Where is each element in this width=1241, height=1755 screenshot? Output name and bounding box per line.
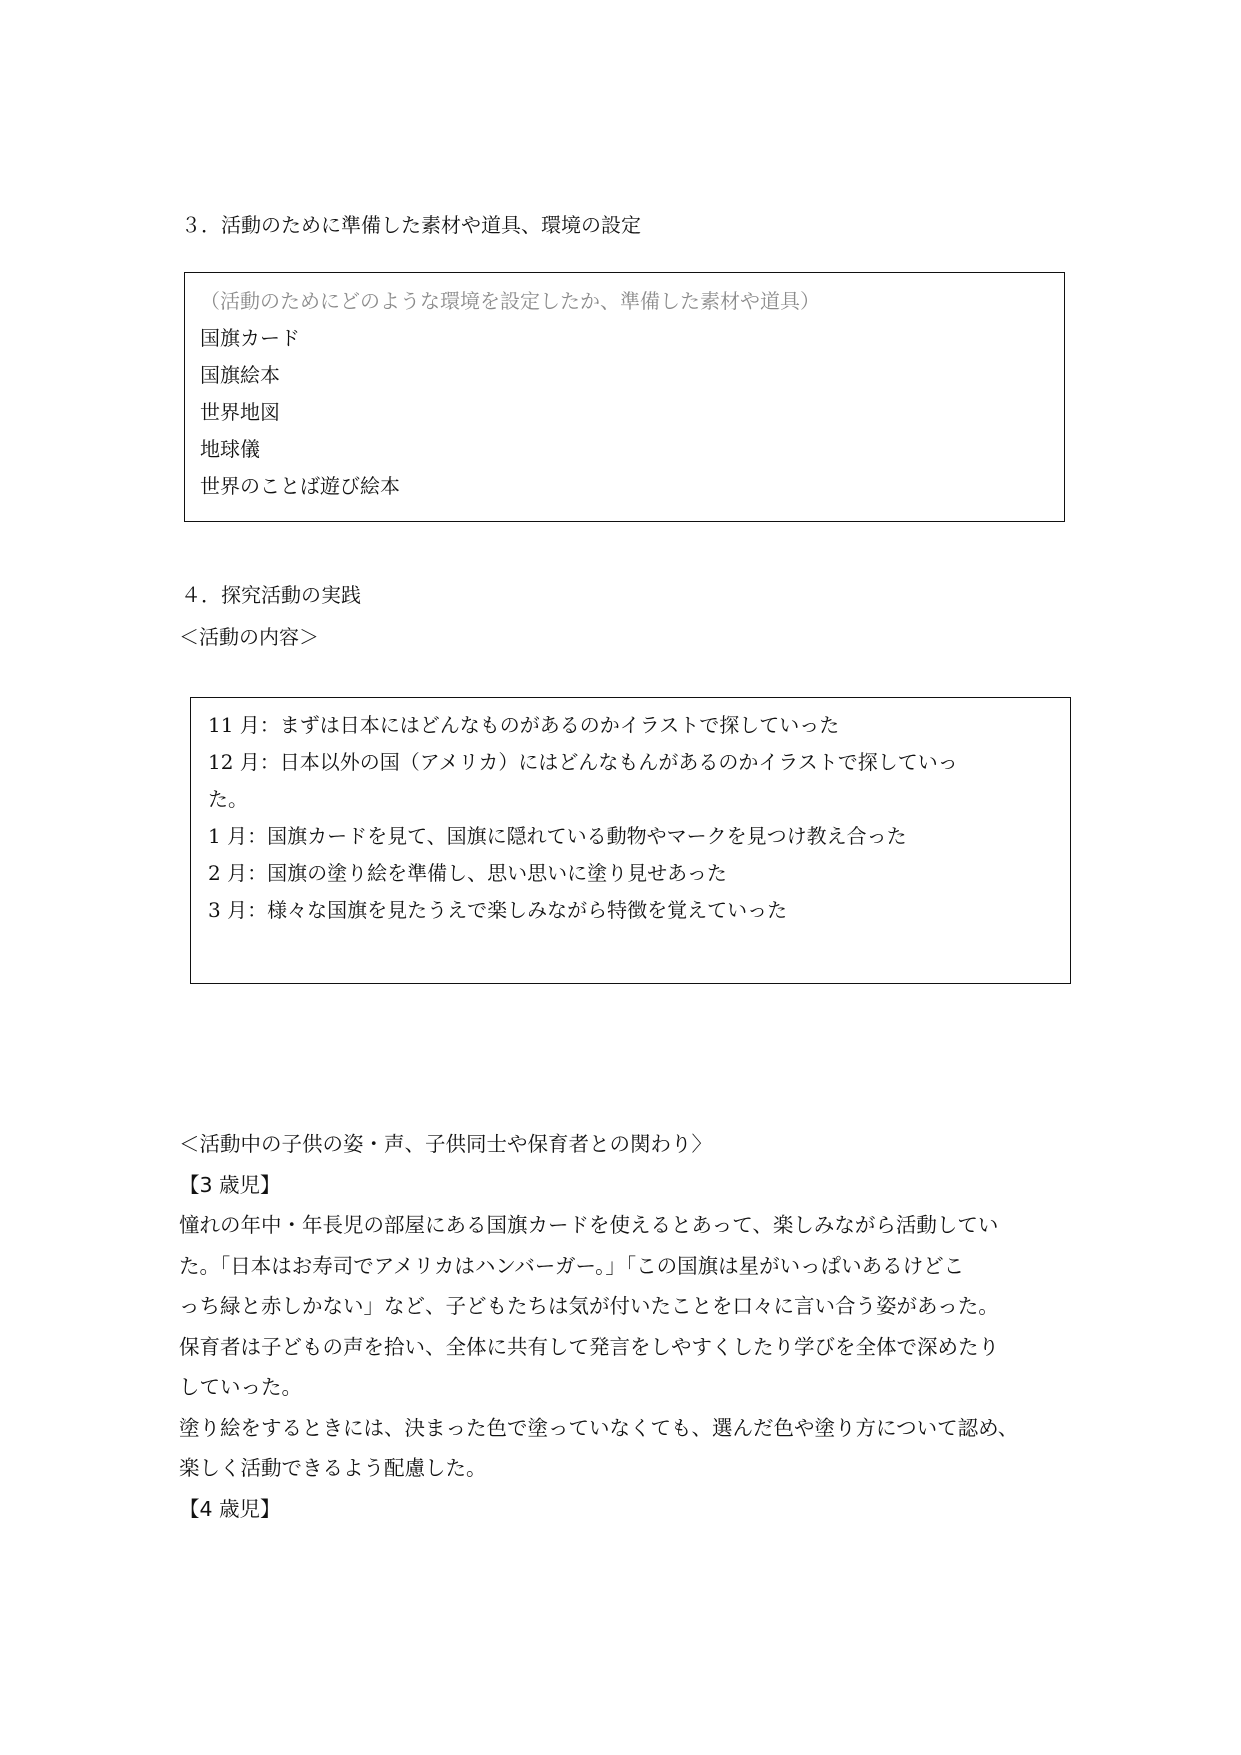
activity-line: た。 (208, 787, 248, 811)
age-3-text-line: していった。 (179, 1375, 302, 1399)
activity-content-box (190, 697, 1071, 984)
activity-content-heading: ＜活動の内容＞ (179, 625, 319, 649)
materials-item: 地球儀 (200, 437, 260, 461)
children-heading: ＜活動中の子供の姿・声、子供同士や保育者との関わり〉 (179, 1132, 712, 1156)
materials-item: 世界のことば遊び絵本 (200, 474, 400, 498)
age-3-text-line: た。「日本はお寿司でアメリカはハンバーガー。」「この国旗は星がいっぱいあるけどこ (179, 1253, 965, 1278)
materials-box (184, 272, 1065, 522)
materials-hint: （活動のためにどのような環境を設定したか、準備した素材や道具） (200, 289, 820, 313)
activity-line: 11 月：まずは日本にはどんなものがあるのかイラストで探していった (208, 713, 840, 737)
materials-item: 世界地図 (200, 400, 280, 424)
age-4-label: 【4 歳児】 (179, 1496, 281, 1521)
age-3-label: 【3 歳児】 (179, 1172, 281, 1197)
age-3-text-line: 保育者は子どもの声を拾い、全体に共有して発言をしやすくしたり学びを全体で深めたり (179, 1334, 999, 1359)
activity-line: 12 月：日本以外の国（アメリカ）にはどんなもんがあるのかイラストで探していっ (208, 750, 958, 774)
children-section (179, 1124, 1079, 1529)
activity-line: 3 月：様々な国旗を見たうえで楽しみながら特徴を覚えていった (208, 898, 788, 922)
activity-line: 1 月：国旗カードを見て、国旗に隠れている動物やマークを見つけ教え合った (208, 824, 907, 848)
materials-item: 国旗カード (200, 326, 300, 350)
age-3-text-line: 塗り絵をするときには、決まった色で塗っていなくても、選んだ色や塗り方について認め、 (179, 1415, 1019, 1440)
age-3-text-line: 憧れの年中・年長児の部屋にある国旗カードを使えるとあって、楽しみながら活動してい (179, 1213, 999, 1237)
materials-item: 国旗絵本 (200, 363, 280, 387)
activity-line: 2 月：国旗の塗り絵を準備し、思い思いに塗り見せあった (208, 861, 727, 885)
section-4-heading: ４．探究活動の実践 (181, 583, 361, 607)
age-3-text-line: っち緑と赤しかない」など、子どもたちは気が付いたことを口々に言い合う姿があった。 (179, 1294, 999, 1318)
section-3-heading: ３．活動のために準備した素材や道具、環境の設定 (181, 213, 641, 237)
age-3-text-line: 楽しく活動できるよう配慮した。 (179, 1456, 487, 1480)
